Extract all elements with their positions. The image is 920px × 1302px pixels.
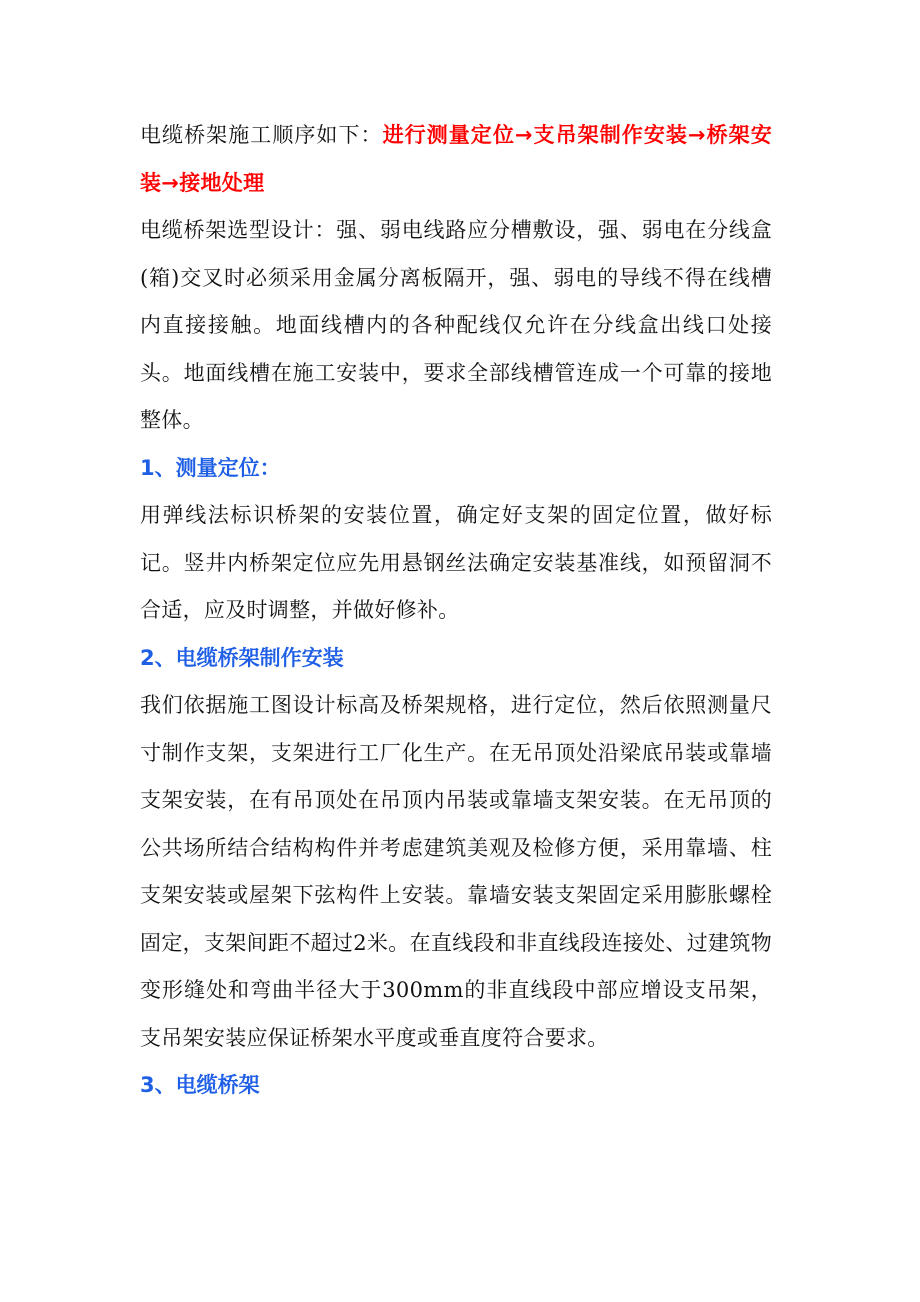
design-paragraph: 电缆桥架选型设计：强、弱电线路应分槽敷设，强、弱电在分线盒(箱)交叉时必须采用金属分离板隔开，强、弱电的导线不得在线槽内直接接触。地面线槽内的各种配线仅允许在分线盒出线口处接头。地面线槽在施工安装中，要求全部线槽管连成一个可靠的接地整体。 [140,218,772,432]
sequence-steps: 进行测量定位→支吊架制作安装→桥架安装→接地处理 [140,123,772,195]
section-1-body: 用弹线法标识桥架的安装位置，确定好支架的固定位置，做好标记。竖井内桥架定位应先用悬钢丝法确定安装基准线，如预留洞不合适，应及时调整，并做好修补。 [140,503,772,622]
document-page [140,112,772,1110]
construction-sequence-paragraph [140,112,772,207]
section-2-heading: 2、电缆桥架制作安装 [140,645,344,670]
section-2-body: 我们依据施工图设计标高及桥架规格，进行定位，然后依照测量尺寸制作支架，支架进行工厂化生产。在无吊顶处沿梁底吊装或靠墙支架安装，在有吊顶处在吊顶内吊装或靠墙支架安装。在无吊顶的公共场所结合结构构件并考虑建筑美观及检修方便，采用靠墙、柱支架安装或屋架下弦构件上安装。靠墙安装支架固定采用膨胀螺栓固定，支架间距不超过2米。在直线段和非直线段连接处、过建筑物变形缝处和弯曲半径大于300mm的非直线段中部应增设支吊架，支吊架安装应保证桥架水平度或垂直度符合要求。 [140,693,772,1050]
section-1-heading: 1、测量定位： [140,455,281,480]
sequence-prefix: 电缆桥架施工顺序如下： [140,123,383,147]
section-3-heading: 3、电缆桥架 [140,1073,260,1097]
